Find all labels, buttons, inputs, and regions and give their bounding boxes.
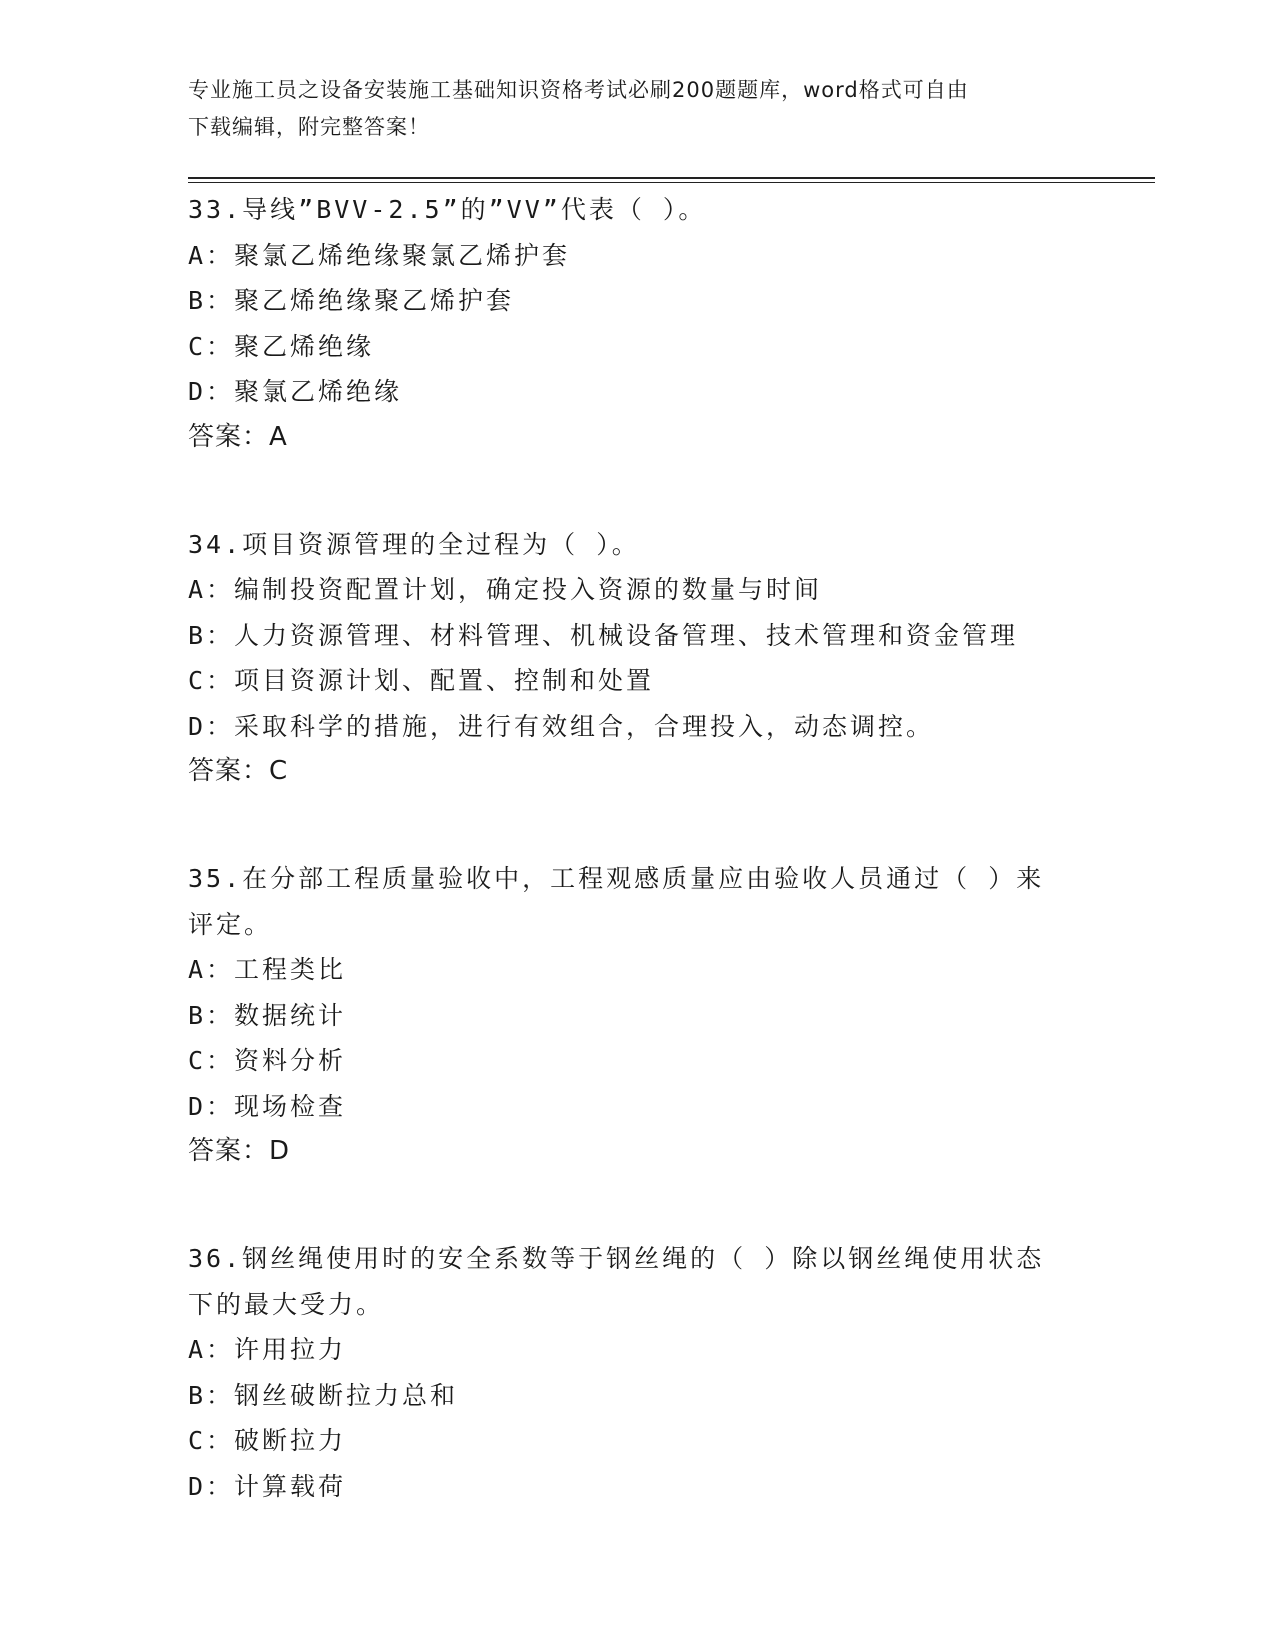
answer-label: 答案：C <box>188 756 289 786</box>
option-c: C：聚乙烯绝缘 <box>188 331 375 361</box>
header-title-line-1: 专业施工员之设备安装施工基础知识资格考试必刷200题题库，word格式可自由 <box>188 78 969 102</box>
option-b: B：数据统计 <box>188 1000 347 1030</box>
option-c: C：资料分析 <box>188 1046 347 1075</box>
option-d: D：采取科学的措施，进行有效组合，合理投入，动态调控。 <box>188 711 935 741</box>
option-c: C：破断拉力 <box>188 1426 347 1455</box>
answer-label: 答案：A <box>188 421 288 452</box>
question-text: 34.项目资源管理的全过程为（ ）。 <box>188 529 640 559</box>
option-b: B：人力资源管理、材料管理、机械设备管理、技术管理和资金管理 <box>188 620 1019 650</box>
option-d: D：现场检查 <box>188 1091 347 1121</box>
question-text: 33.导线”BVV-2.5”的”VV”代表（ ）。 <box>188 195 707 224</box>
header-title-line-2: 下载编辑，附完整答案！ <box>188 115 430 139</box>
question-spacer <box>188 840 1088 856</box>
question-list <box>188 187 1088 1509</box>
answer-label: 答案：D <box>188 1136 291 1166</box>
question-35 <box>188 856 1088 1175</box>
question-34 <box>188 522 1088 795</box>
question-36 <box>188 1236 1088 1509</box>
question-text-continued: 评定。 <box>188 909 273 939</box>
option-a: A：编制投资配置计划，确定投入资源的数量与时间 <box>188 575 823 604</box>
option-a: A：许用拉力 <box>188 1335 347 1364</box>
question-33 <box>188 187 1088 460</box>
option-d: D：聚氯乙烯绝缘 <box>188 377 403 406</box>
question-spacer <box>188 795 1088 841</box>
question-spacer <box>188 1220 1088 1236</box>
question-spacer <box>188 1175 1088 1221</box>
question-text-continued: 下的最大受力。 <box>188 1289 385 1319</box>
option-d: D：计算载荷 <box>188 1471 347 1501</box>
option-b: B：聚乙烯绝缘聚乙烯护套 <box>188 286 515 315</box>
document-header <box>188 72 1068 146</box>
option-a: A：聚氯乙烯绝缘聚氯乙烯护套 <box>188 240 571 270</box>
question-spacer <box>188 506 1088 522</box>
question-text: 36.钢丝绳使用时的安全系数等于钢丝绳的（ ）除以钢丝绳使用状态 <box>188 1244 1045 1273</box>
header-divider-thin <box>188 182 1155 183</box>
question-text: 35.在分部工程质量验收中，工程观感质量应由验收人员通过（ ）来 <box>188 864 1045 893</box>
question-spacer <box>188 460 1088 506</box>
header-divider-thick <box>188 177 1155 179</box>
option-a: A：工程类比 <box>188 955 347 984</box>
option-b: B：钢丝破断拉力总和 <box>188 1380 459 1410</box>
option-c: C：项目资源计划、配置、控制和处置 <box>188 666 655 695</box>
